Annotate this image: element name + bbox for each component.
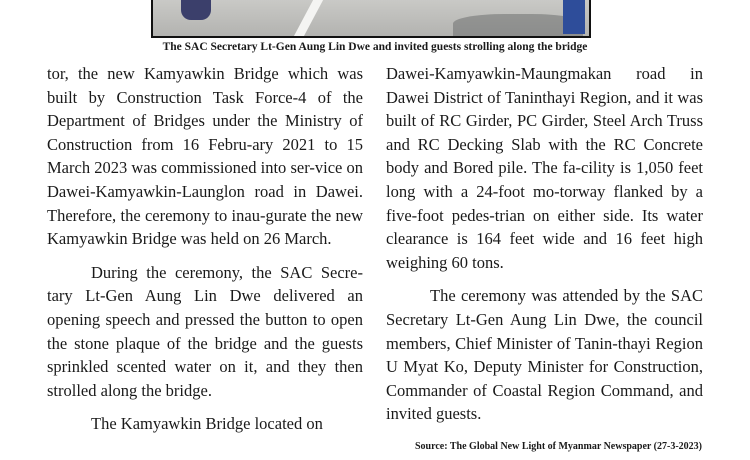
photo-caption: The SAC Secretary Lt-Gen Aung Lin Dwe and invited guests strolling along the bridge xyxy=(162,41,588,53)
source-credit: Source: The Global New Light of Myanmar Newspaper (27-3-2023) xyxy=(414,441,702,452)
article-column-right xyxy=(386,62,703,436)
article-column-left xyxy=(47,62,363,446)
photo-figure-right xyxy=(563,0,585,34)
paragraph: The Kamyawkin Bridge located on xyxy=(91,414,323,434)
paragraph: tor, the new Kamyawkin Bridge which was built by Construction Task Force-4 of the Department of Bridges under the Ministry of Construction from 16 Febru-ary 2021 to 15 March 2023 was commissioned into ser-vice on Dawei-Kamyawkin-Launglon road in Dawei. Therefore, the ceremony to inau-gurate the new Kamyawkin Bridge was held on 26 March. xyxy=(47,64,363,249)
photo-road-marking xyxy=(290,0,327,38)
paragraph: The ceremony was attended by the SAC Secretary Lt-Gen Aung Lin Dwe, the council members, Chief Minister of Tanin-thayi Region U Myat Ko, Deputy Minister for Construction, Commander of Coastal Region Command, and invited guests. xyxy=(386,286,703,424)
bridge-photo xyxy=(151,0,591,38)
photo-figure-left xyxy=(181,0,211,20)
paragraph: Dawei-Kamyawkin-Maungmakan road in Dawei District of Taninthayi Region, and it was built of RC Girder, PC Girder, Steel Arch Truss and RC Decking Slab with the RC Concrete body and Bored pile. The fa-cility is 1,050 feet long with a 24-foot mo-torway flanked by a five-foot pedes-trian on either side. Its water clearance is 164 feet wide and 16 feet high weighing 60 tons. xyxy=(386,64,703,272)
paragraph: During the ceremony, the SAC Secre-tary Lt-Gen Aung Lin Dwe delivered an opening speech and pressed the button to open the stone plaque of the bridge and the guests sprinkled scented water on it, and they then strolled along the bridge. xyxy=(47,262,363,400)
